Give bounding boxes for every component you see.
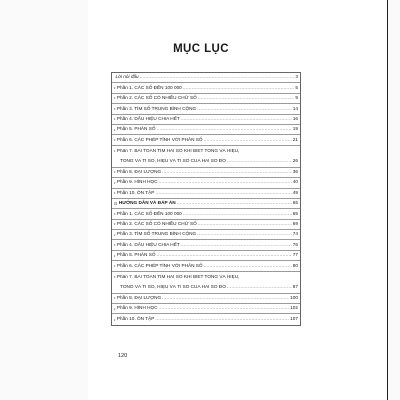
dot-leader bbox=[156, 127, 291, 132]
toc-entry-label: Phần 5. PHÂN SỐ bbox=[116, 126, 156, 132]
toc-entry-page: 102 bbox=[290, 305, 298, 311]
page-title: MỤC LỤC bbox=[173, 43, 229, 55]
dot-leader bbox=[183, 212, 292, 217]
dot-leader bbox=[159, 180, 292, 185]
dot-leader bbox=[198, 222, 292, 227]
bullet-icon: • bbox=[114, 179, 116, 185]
toc-entry-label: Phần 2. CÁC SỐ CÓ NHIỀU CHỮ SỐ bbox=[116, 95, 197, 101]
toc-entry-page: 36 bbox=[292, 169, 298, 175]
toc-row bbox=[112, 251, 300, 261]
page-number: 120 bbox=[118, 353, 128, 359]
toc-entry-label: Phần 2. CÁC SỐ CÓ NHIỀU CHỮ SỐ bbox=[116, 221, 197, 227]
dot-leader bbox=[162, 170, 292, 175]
toc-entry-page: 65 bbox=[292, 210, 298, 216]
toc-entry-label: Phần 6. CÁC PHÉP TÍNH VỚI PHÂN SỐ bbox=[116, 262, 203, 268]
toc-entry-label: Phần 7. BÀI TOÁN TÌM HAI SỐ KHI BIẾT TỔNG VÀ HIỆU, bbox=[116, 274, 240, 279]
toc-entry-page: 65 bbox=[292, 200, 298, 206]
dot-leader bbox=[198, 96, 295, 101]
toc-entry-page: 26 bbox=[292, 159, 298, 164]
dot-leader bbox=[181, 243, 292, 248]
toc-row bbox=[112, 189, 300, 199]
bullet-icon: • bbox=[114, 190, 116, 196]
toc-entry-page: 40 bbox=[292, 179, 298, 185]
toc-row bbox=[112, 240, 300, 250]
toc-row bbox=[112, 135, 300, 145]
toc-entry-label: Phần 3. TÌM SỐ TRUNG BÌNH CỘNG bbox=[116, 231, 197, 237]
bullet-icon: • bbox=[114, 210, 116, 216]
toc-entry-page: 69 bbox=[292, 221, 298, 227]
toc-entry-label: Lời nói đầu bbox=[115, 74, 139, 80]
toc-entry-label: Phần 8. ĐẠI LƯỢNG bbox=[116, 169, 162, 175]
toc-entry-page: 87 bbox=[292, 285, 298, 290]
toc-entry-label: Phần 1. CÁC SỐ ĐẾN 100 000 bbox=[116, 84, 182, 90]
toc-entry-label: Phần 9. HÌNH HỌC bbox=[116, 305, 158, 311]
toc-row bbox=[112, 83, 300, 93]
dot-leader bbox=[197, 232, 292, 237]
dot-leader bbox=[159, 306, 290, 311]
toc-entry-page: 16 bbox=[292, 115, 298, 121]
toc-entry-label: Phần 10. ÔN TẬP bbox=[116, 189, 155, 195]
bullet-icon: • bbox=[114, 105, 116, 111]
toc-entry-label: HƯỚNG DẪN VÀ ĐÁP ÁN bbox=[118, 200, 176, 206]
toc-row bbox=[112, 146, 300, 168]
bullet-icon: • bbox=[114, 126, 116, 132]
dot-leader bbox=[204, 138, 292, 143]
toc-entry-label: Phần 10. ÔN TẬP bbox=[116, 316, 155, 322]
toc-entry-label: Phần 1. CÁC SỐ ĐẾN 100 000 bbox=[116, 210, 182, 216]
bullet-icon: • bbox=[114, 169, 116, 175]
dot-leader bbox=[197, 107, 292, 112]
toc-entry-page: 9 bbox=[295, 95, 298, 101]
toc-row bbox=[112, 261, 300, 271]
toc-row bbox=[112, 199, 300, 209]
bullet-icon: • bbox=[114, 274, 116, 279]
toc-row bbox=[112, 304, 300, 314]
toc-entry-label: Phần 8. ĐẠI LƯỢNG bbox=[116, 294, 162, 300]
toc-row bbox=[112, 125, 300, 135]
toc-entry-page: 5 bbox=[295, 84, 298, 90]
toc-entry-label: Phần 3. TÌM SỐ TRUNG BÌNH CỘNG bbox=[116, 105, 197, 111]
toc-entry-label: Phần 9. HÌNH HỌC bbox=[116, 179, 158, 185]
dot-leader bbox=[162, 296, 289, 301]
toc-row bbox=[112, 168, 300, 178]
toc-row bbox=[112, 94, 300, 104]
bullet-icon: • bbox=[114, 252, 116, 258]
toc-row bbox=[112, 272, 300, 294]
toc-entry-page: 49 bbox=[292, 189, 298, 195]
toc-entry-page: 107 bbox=[290, 316, 298, 322]
toc-entry-label: Phần 4. DẤU HIỆU CHIA HẾT bbox=[116, 241, 180, 247]
bullet-icon: • bbox=[114, 305, 116, 311]
dot-leader bbox=[155, 191, 291, 196]
toc-row bbox=[112, 230, 300, 240]
toc-row bbox=[112, 220, 300, 230]
toc-entry-label: Phần 4. DẤU HIỆU CHIA HẾT bbox=[116, 115, 180, 121]
dot-leader bbox=[155, 317, 289, 322]
bullet-icon: • bbox=[114, 316, 116, 322]
toc-row bbox=[112, 73, 300, 83]
bullet-icon: • bbox=[114, 85, 116, 91]
toc-entry-page: 74 bbox=[292, 231, 298, 237]
toc-row bbox=[112, 314, 300, 324]
bullet-icon: • bbox=[114, 262, 116, 268]
dot-leader bbox=[227, 159, 292, 164]
toc-entry-page: 21 bbox=[292, 136, 298, 142]
dot-leader bbox=[177, 201, 292, 206]
toc-entry-label: Phần 5. PHÂN SỐ bbox=[116, 252, 156, 258]
toc-entry-page: 19 bbox=[292, 126, 298, 132]
toc-entry-page: 3 bbox=[295, 74, 298, 80]
dot-leader bbox=[156, 253, 291, 258]
dot-leader bbox=[140, 75, 295, 80]
dot-leader bbox=[204, 264, 292, 269]
toc-row bbox=[112, 209, 300, 219]
dot-leader bbox=[227, 285, 292, 290]
toc-entry-page: 14 bbox=[292, 105, 298, 111]
bullet-icon: • bbox=[114, 116, 116, 122]
toc-entry-label: Phần 7. BÀI TOÁN TÌM HAI SỐ KHI BIẾT TỔNG VÀ HIỆU, bbox=[116, 148, 240, 153]
bullet-icon: • bbox=[114, 231, 116, 237]
toc-entry-page: 77 bbox=[292, 252, 298, 258]
toc-row bbox=[112, 115, 300, 125]
bullet-icon: • bbox=[114, 95, 116, 101]
checkbox-bullet-icon: ⊡ bbox=[114, 200, 118, 206]
bullet-icon: • bbox=[114, 242, 116, 248]
table-of-contents bbox=[111, 72, 301, 326]
toc-entry-label: TỔNG VÀ TỈ SỐ, HIỆU VÀ TỈ SỐ CỦA HAI SỐ ĐÓ bbox=[120, 285, 226, 290]
toc-entry-page: 100 bbox=[290, 294, 298, 300]
toc-row bbox=[112, 178, 300, 188]
bullet-icon: • bbox=[114, 137, 116, 143]
dot-leader bbox=[183, 86, 295, 91]
toc-row bbox=[112, 294, 300, 304]
toc-row bbox=[112, 104, 300, 114]
toc-entry-label: TỔNG VÀ TỈ SỐ, HIỆU VÀ TỈ SỐ CỦA HAI SỐ ĐÓ bbox=[120, 159, 226, 164]
toc-entry-page: 76 bbox=[292, 241, 298, 247]
toc-entry-label: Phần 6. CÁC PHÉP TÍNH VỚI PHÂN SỐ bbox=[116, 136, 203, 142]
bullet-icon: • bbox=[114, 148, 116, 153]
toc-entry-page: 80 bbox=[292, 262, 298, 268]
dot-leader bbox=[181, 117, 292, 122]
bullet-icon: • bbox=[114, 221, 116, 227]
bullet-icon: • bbox=[114, 295, 116, 301]
